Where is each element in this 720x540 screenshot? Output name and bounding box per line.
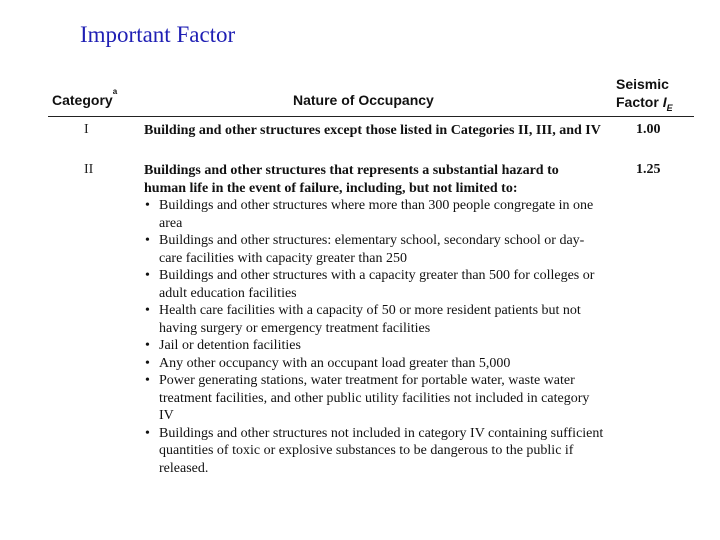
list-item-text: Jail or detention facilities [159, 338, 301, 353]
list-item-text: Buildings and other structures where more than 300 people congregate in one area [159, 198, 594, 231]
list-item [144, 267, 604, 302]
header-seismic-line2 [616, 93, 673, 117]
row-seismic-factor: 1.00 [636, 122, 661, 137]
list-item-text: Buildings and other structures with a capacity greater than 500 for colleges or adult education facilities [159, 268, 595, 301]
row-description-lead: Buildings and other structures that represents a substantial hazard to human life in the event of failure, including, but not limited to: [144, 163, 559, 196]
list-item [144, 355, 604, 373]
header-category-footnote: a [112, 87, 118, 97]
list-item-text: Buildings and other structures not included in category IV containing sufficient quantities of toxic or explosive substances to be dangerous to the public if released. [159, 425, 604, 476]
header-divider [48, 116, 694, 117]
list-item-text: Buildings and other structures: elementary school, secondary school or day-care facilities with capacity greater than 250 [159, 233, 585, 266]
list-item-text: Power generating stations, water treatment for portable water, waste water treatment facilities, and other public utility facilities not included in category IV [159, 373, 590, 423]
list-item-text: Health care facilities with a capacity of 50 or more resident patients but not having surgery or emergency treatment facilities [159, 303, 581, 336]
row-seismic-factor: 1.25 [636, 162, 661, 177]
bullet-icon: • [145, 268, 150, 283]
bullet-icon: • [145, 338, 150, 353]
row-description [144, 162, 604, 477]
occupancy-bullet-list [144, 197, 604, 477]
list-item [144, 337, 604, 355]
header-nature: Nature of Occupancy [293, 92, 434, 108]
header-category [52, 87, 118, 108]
list-item [144, 302, 604, 337]
bullet-icon: • [145, 198, 150, 213]
bullet-icon: • [145, 355, 150, 371]
header-category-label: Category [52, 92, 113, 108]
header-factor-subscript: E [666, 102, 673, 113]
row-description [144, 122, 604, 140]
list-item-text: Any other occupancy with an occupant load greater than 5,000 [159, 355, 511, 371]
row-category: I [84, 122, 89, 137]
occupancy-table [48, 68, 694, 484]
list-item [144, 425, 604, 478]
bullet-icon: • [145, 303, 150, 318]
row-description-lead: Building and other structures except those listed in Categories II, III, and IV [144, 123, 601, 138]
header-factor-label: Factor [616, 94, 659, 110]
list-item [144, 372, 604, 425]
header-factor-symbol: I [662, 94, 667, 110]
header-seismic-factor [616, 75, 673, 117]
list-item [144, 197, 604, 232]
row-category: II [84, 162, 94, 177]
bullet-icon: • [145, 373, 150, 388]
slide-title: Important Factor [80, 22, 236, 47]
list-item [144, 232, 604, 267]
header-seismic-line1: Seismic [616, 76, 669, 92]
bullet-icon: • [145, 233, 150, 248]
bullet-icon: • [145, 425, 150, 441]
